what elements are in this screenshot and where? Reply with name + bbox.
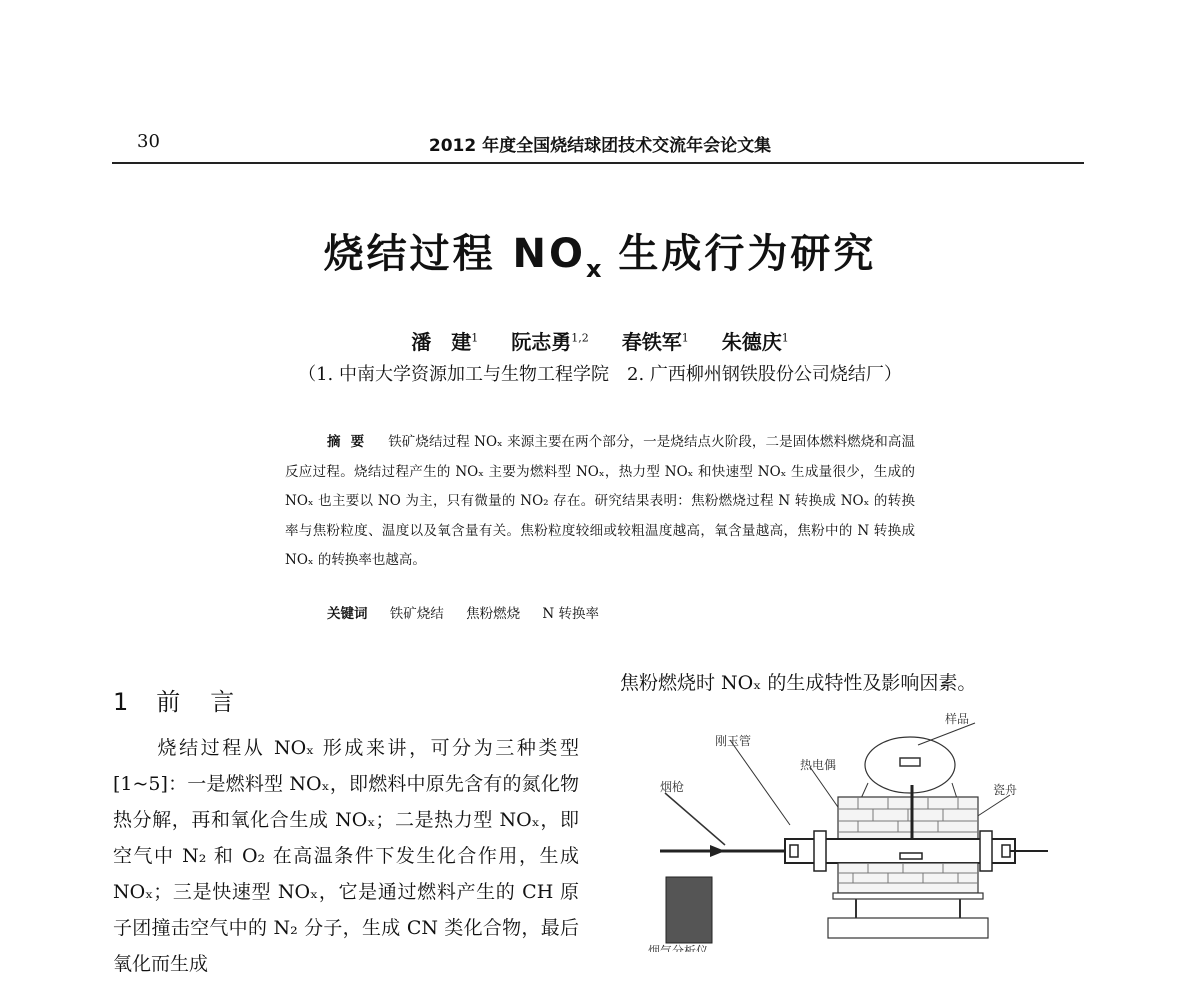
running-header: 2012 年度全国烧结球团技术交流年会论文集 — [428, 136, 772, 156]
tube-cap-right — [1002, 845, 1010, 857]
furnace-bottom — [838, 863, 978, 893]
body-paragraph — [113, 730, 579, 982]
author: 阮志勇$^{1,2}$ — [511, 330, 589, 354]
keyword: 铁矿烧结 — [389, 606, 444, 622]
sample-zoom-ellipse — [865, 737, 955, 793]
affiliations: （1. 中南大学资源加工与生物工程学院 2. 广西柳州钢铁股份公司烧结厂） — [298, 364, 902, 385]
label-thermocouple: 热电偶 — [800, 758, 837, 772]
section-title: 前言 — [156, 688, 265, 716]
label-corundum-tube: 刚玉管 — [715, 734, 752, 748]
porcelain-boat — [900, 853, 922, 859]
label-smoke-gun: 烟枪 — [660, 780, 685, 794]
title-main: 烧结过程 NO — [323, 231, 586, 277]
leader-thermocouple — [810, 767, 840, 810]
author-list — [0, 326, 1200, 355]
label-porcelain-boat: 瓷舟 — [993, 783, 1018, 797]
leader-corundum-tube — [730, 740, 790, 825]
stand-base — [828, 918, 988, 938]
right-column-line: 焦粉燃烧时 NOₓ 的生成特性及影响因素。 — [620, 672, 977, 694]
apparatus-diagram — [600, 705, 1070, 952]
abstract-label: 摘要 — [327, 434, 375, 450]
section-heading — [113, 682, 264, 717]
smoke-gun-tip — [710, 845, 725, 857]
keywords-label: 关键词 — [327, 606, 368, 622]
label-sample: 样品 — [945, 712, 970, 726]
tube-flange-left — [814, 831, 826, 871]
author: 潘 建$^1$ — [411, 330, 479, 354]
title-subscript: x — [585, 255, 602, 283]
keywords — [327, 602, 617, 622]
title-rest: 生成行为研究 — [601, 231, 877, 277]
author: 朱德庆$^1$ — [721, 330, 789, 354]
tube-cap-left — [790, 845, 798, 857]
paper-title — [0, 222, 1200, 283]
tube-flange-right — [980, 831, 992, 871]
furnace-base-plate — [833, 893, 983, 899]
section-number: 1 — [113, 688, 129, 716]
header-rule — [112, 162, 1084, 164]
sample-mini-boat — [900, 758, 920, 766]
flue-gas-analyzer — [666, 877, 712, 943]
abstract-text: 铁矿烧结过程 NOₓ 来源主要在两个部分，一是烧结点火阶段，二是固体燃料燃烧和高温反应过程。烧结过程产生的 NOₓ 主要为燃料型 NOₓ，热力型 NOₓ 和快速型 NOₓ 生成量很少，生成的 NOₓ 也主要以 NO 为主，只有微量的 NO₂ 存在。研究结果表明：焦粉燃烧过程 N 转换成 NOₓ 的转换率与焦粉粒度、温度以及氧含量有关。焦粉粒度较细或较粗温度越高，氧含量越高，焦粉中的 N 转换成 NOₓ 的转换率也越高。 — [285, 434, 916, 568]
leader-sample — [918, 723, 975, 745]
apparatus-figure — [600, 705, 1070, 956]
label-analyzer: 烟气分析仪 — [648, 944, 709, 952]
page-number: 30 — [137, 131, 160, 152]
keyword: N 转换率 — [542, 606, 599, 622]
author: 春铁军$^1$ — [621, 330, 689, 354]
leader-smoke-gun — [665, 793, 725, 845]
keyword: 焦粉燃烧 — [466, 606, 521, 622]
abstract — [285, 428, 915, 576]
body-text: 烧结过程从 NOₓ 形成来讲，可分为三种类型[1~5]：一是燃料型 NOₓ，即燃料中原先含有的氮化物热分解，再和氧化合生成 NOₓ；二是热力型 NOₓ，即空气中 N₂ 和 O₂ 在高温条件下发生化合作用，生成 NOₓ；三是快速型 NOₓ，它是通过燃料产生的 CH 原子团撞击空气中的 N₂ 分子，生成 CN 类化合物，最后氧化而生成 — [113, 737, 579, 975]
